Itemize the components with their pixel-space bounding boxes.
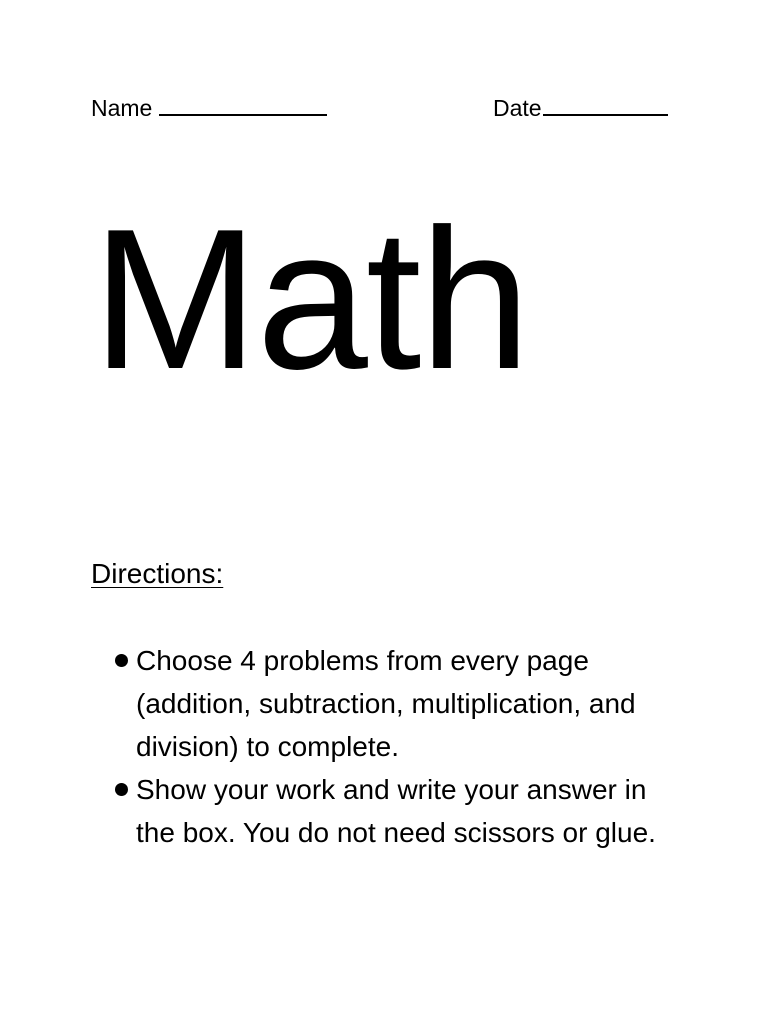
- directions-item-text: Choose 4 problems from every page (addition, subtraction, multiplication, and division) to complete.: [136, 645, 636, 762]
- date-label: Date: [493, 95, 542, 121]
- date-blank-line[interactable]: [543, 96, 668, 116]
- bullet-icon: [115, 654, 128, 667]
- directions-list: [112, 639, 692, 854]
- directions-item: [112, 768, 692, 854]
- bullet-icon: [115, 783, 128, 796]
- name-blank-line[interactable]: [159, 96, 327, 116]
- date-field: [493, 94, 668, 122]
- directions-heading: Directions:: [91, 558, 224, 589]
- name-label: Name: [91, 95, 153, 121]
- page-title: Math: [92, 188, 529, 411]
- directions-item-text: Show your work and write your answer in the box. You do not need scissors or glue.: [136, 774, 656, 848]
- directions-item: [112, 639, 692, 768]
- name-field: [91, 94, 327, 122]
